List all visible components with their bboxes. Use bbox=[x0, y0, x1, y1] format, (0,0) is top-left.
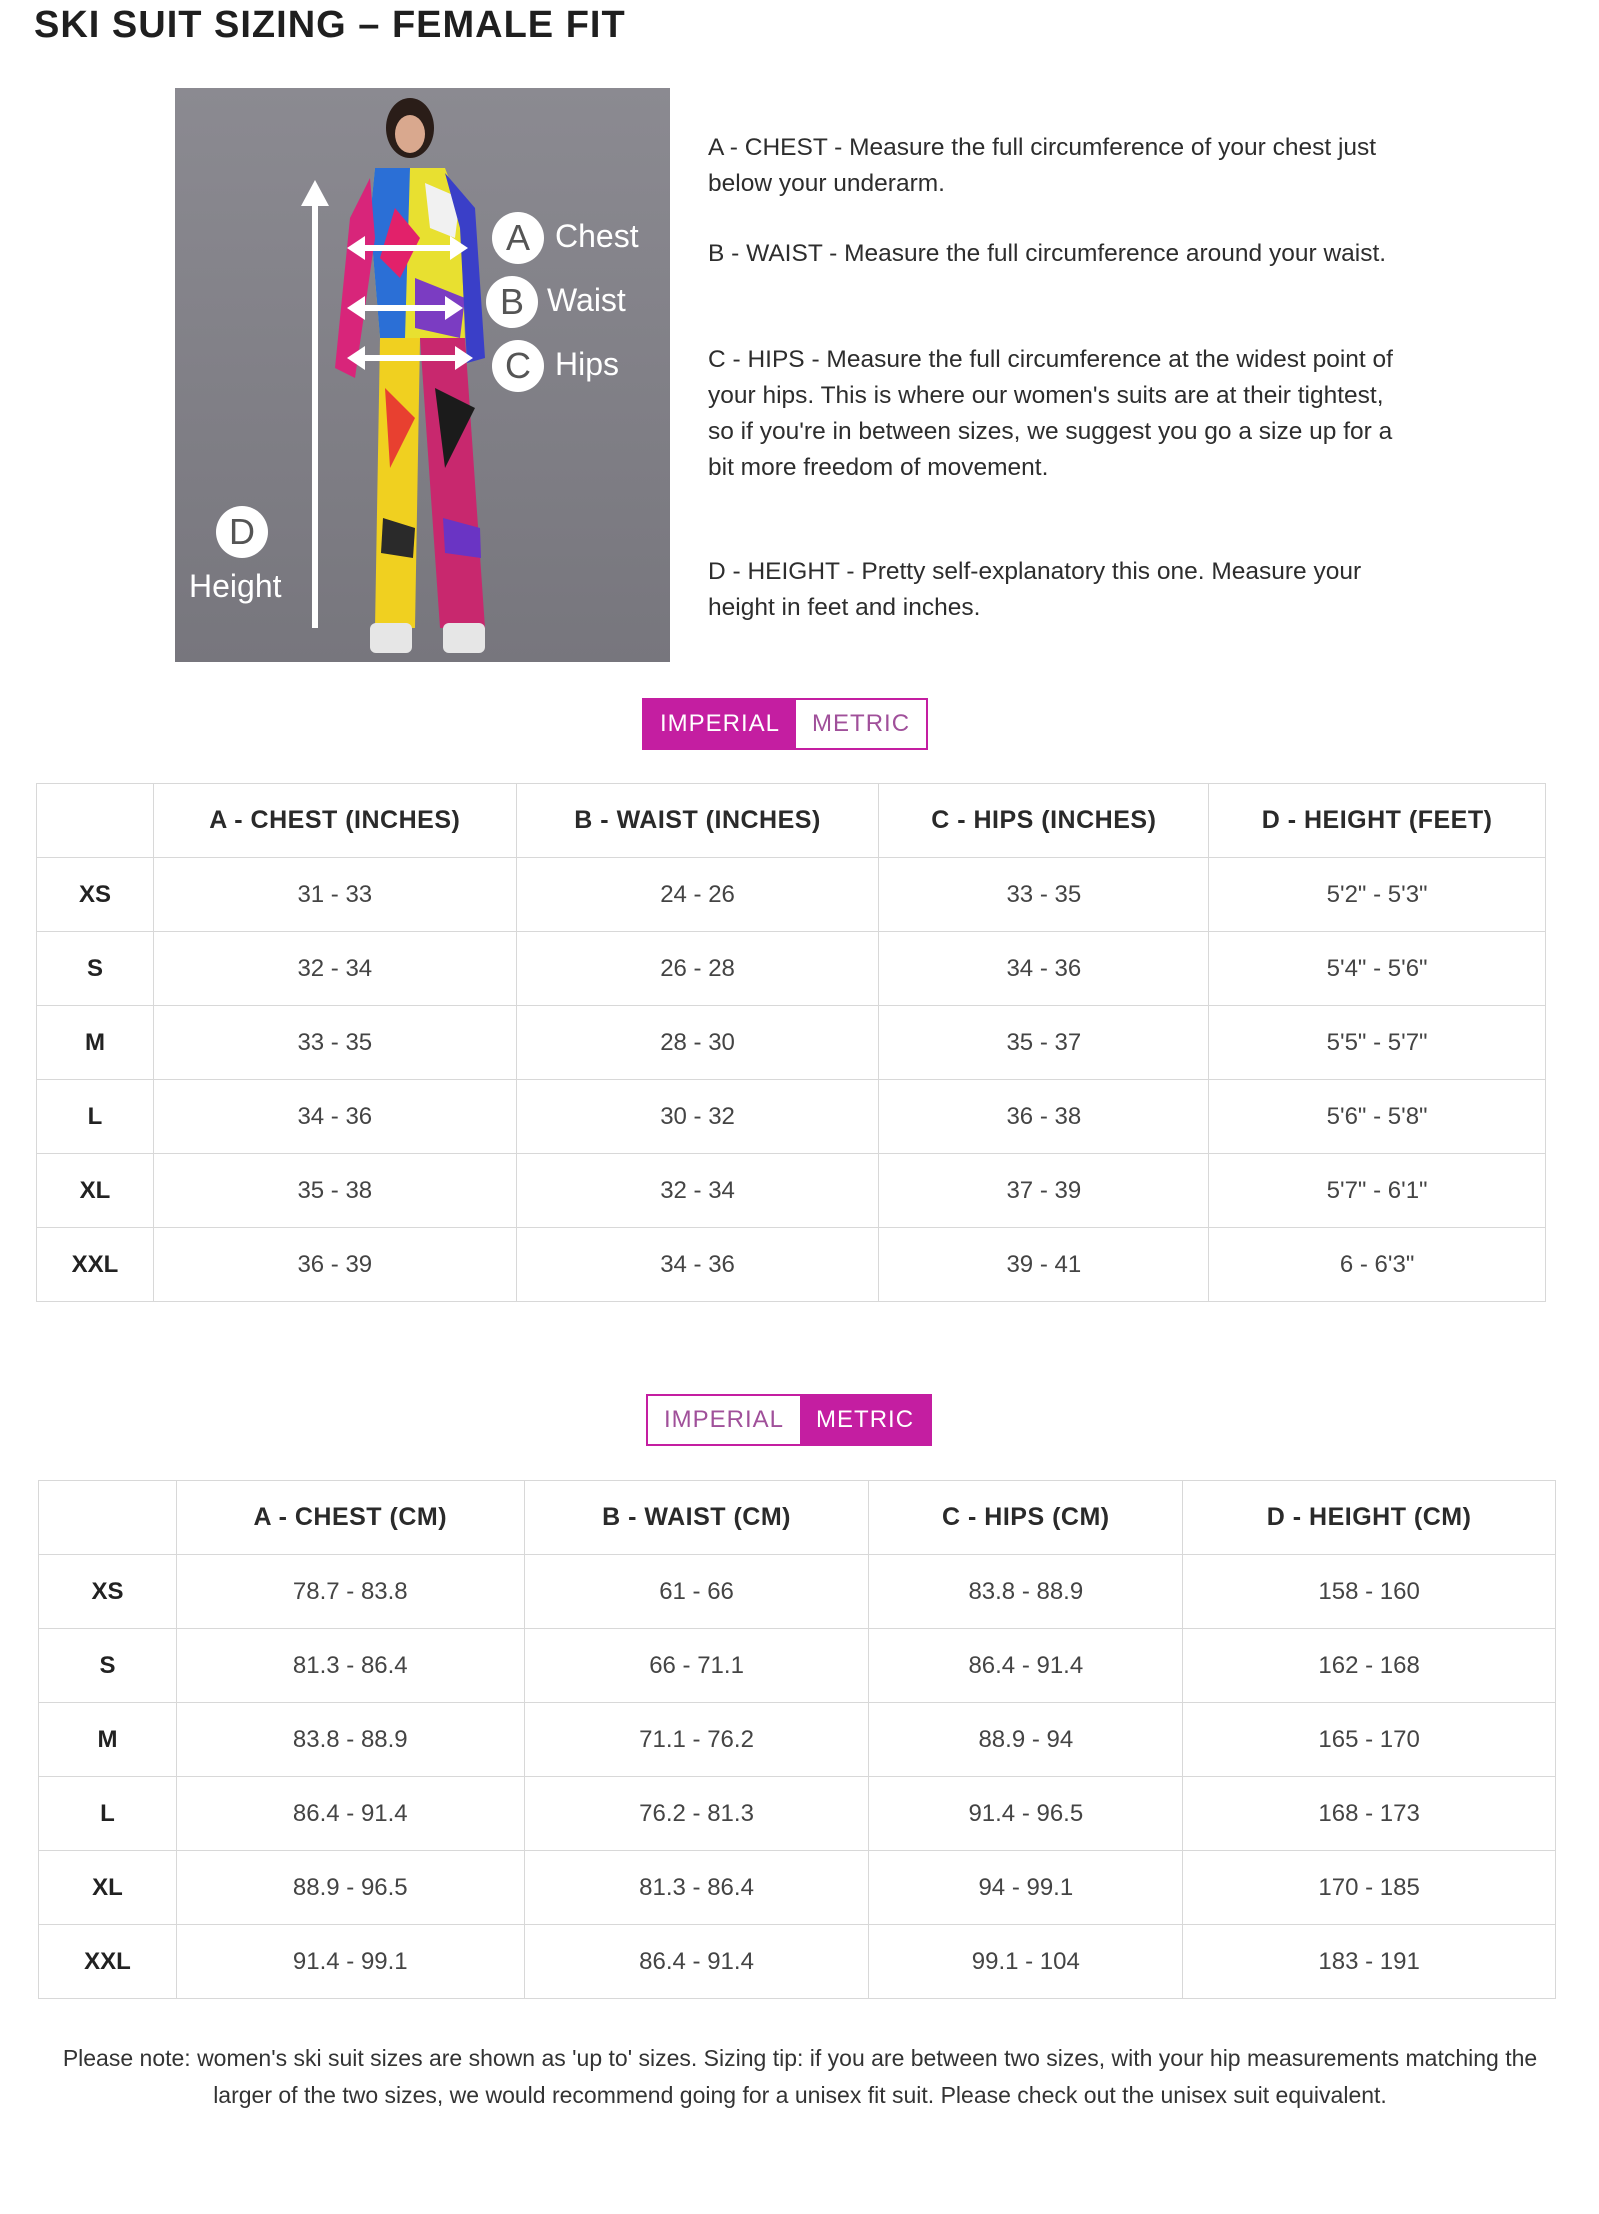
height-cell: 162 - 168 bbox=[1183, 1629, 1556, 1703]
height-description-text: - Pretty self-explanatory this one. Measure your height in feet and inches. bbox=[708, 558, 1362, 621]
height-cell: 165 - 170 bbox=[1183, 1703, 1556, 1777]
hips-cell: 88.9 - 94 bbox=[869, 1703, 1183, 1777]
waist-cell: 61 - 66 bbox=[524, 1555, 869, 1629]
size-cell: M bbox=[37, 1006, 154, 1080]
size-header bbox=[39, 1481, 177, 1555]
waist-header: B - WAIST (CM) bbox=[524, 1481, 869, 1555]
table-row bbox=[39, 1703, 1556, 1777]
waist-cell: 66 - 71.1 bbox=[524, 1629, 869, 1703]
hips-cell: 37 - 39 bbox=[879, 1154, 1209, 1228]
height-cell: 183 - 191 bbox=[1183, 1925, 1556, 1999]
waist-label: Waist bbox=[547, 282, 626, 318]
size-cell: L bbox=[37, 1080, 154, 1154]
height-cell: 168 - 173 bbox=[1183, 1777, 1556, 1851]
hips-cell: 99.1 - 104 bbox=[869, 1925, 1183, 1999]
waist-cell: 30 - 32 bbox=[516, 1080, 879, 1154]
measurement-figure bbox=[175, 88, 670, 662]
chest-header: A - CHEST (INCHES) bbox=[153, 784, 516, 858]
size-cell: XS bbox=[39, 1555, 177, 1629]
table-header-row bbox=[39, 1481, 1556, 1555]
height-cell: 170 - 185 bbox=[1183, 1851, 1556, 1925]
metric-tab[interactable]: METRIC bbox=[796, 700, 926, 748]
waist-cell: 71.1 - 76.2 bbox=[524, 1703, 869, 1777]
hips-cell: 86.4 - 91.4 bbox=[869, 1629, 1183, 1703]
waist-cell: 26 - 28 bbox=[516, 932, 879, 1006]
chest-cell: 88.9 - 96.5 bbox=[176, 1851, 524, 1925]
hips-header: C - HIPS (INCHES) bbox=[879, 784, 1209, 858]
page-title: SKI SUIT SIZING – FEMALE FIT bbox=[34, 4, 626, 46]
chest-cell: 32 - 34 bbox=[153, 932, 516, 1006]
waist-cell: 34 - 36 bbox=[516, 1228, 879, 1302]
table-row bbox=[37, 1154, 1546, 1228]
waist-cell: 24 - 26 bbox=[516, 858, 879, 932]
height-cell: 5'4" - 5'6" bbox=[1209, 932, 1546, 1006]
sizing-note: Please note: women's ski suit sizes are shown as 'up to' sizes. Sizing tip: if you are between two sizes, with your hip measurements matching the larger of the two sizes, we would recommend going for a unisex fit suit. Please check out the unisex suit equivalent. bbox=[62, 2045, 1538, 2108]
hips-header: C - HIPS (CM) bbox=[869, 1481, 1183, 1555]
waist-cell: 86.4 - 91.4 bbox=[524, 1925, 869, 1999]
hips-cell: 94 - 99.1 bbox=[869, 1851, 1183, 1925]
hips-cell: 33 - 35 bbox=[879, 858, 1209, 932]
chest-description bbox=[708, 130, 1398, 202]
table-row bbox=[37, 1080, 1546, 1154]
chest-label: Chest bbox=[555, 218, 639, 254]
size-cell: L bbox=[39, 1777, 177, 1851]
table-row bbox=[37, 932, 1546, 1006]
table-row bbox=[39, 1851, 1556, 1925]
imperial-size-table bbox=[36, 783, 1546, 1302]
table-header-row bbox=[37, 784, 1546, 858]
chest-cell: 83.8 - 88.9 bbox=[176, 1703, 524, 1777]
waist-cell: 76.2 - 81.3 bbox=[524, 1777, 869, 1851]
chest-description-label: A - CHEST bbox=[708, 134, 828, 161]
hips-description-text: - Measure the full circumference at the widest point of your hips. This is where our women's suits are at their tightest, so if you're in between sizes, we suggest you go a size up for a bit more freedom of movement. bbox=[708, 346, 1393, 481]
table-row bbox=[39, 1925, 1556, 1999]
size-cell: XL bbox=[37, 1154, 154, 1228]
height-label: Height bbox=[189, 568, 282, 604]
chest-cell: 34 - 36 bbox=[153, 1080, 516, 1154]
chest-cell: 35 - 38 bbox=[153, 1154, 516, 1228]
imperial-tab[interactable]: IMPERIAL bbox=[644, 700, 796, 748]
hips-description-label: C - HIPS bbox=[708, 346, 805, 373]
table-row bbox=[39, 1777, 1556, 1851]
height-cell: 158 - 160 bbox=[1183, 1555, 1556, 1629]
height-description-label: D - HEIGHT bbox=[708, 558, 840, 585]
chest-description-text: - Measure the full circumference of your chest just below your underarm. bbox=[708, 134, 1377, 197]
size-cell: XL bbox=[39, 1851, 177, 1925]
table-row bbox=[37, 1228, 1546, 1302]
chest-cell: 31 - 33 bbox=[153, 858, 516, 932]
waist-description bbox=[708, 236, 1398, 272]
waist-description-text: - Measure the full circumference around your waist. bbox=[822, 240, 1387, 267]
hips-cell: 36 - 38 bbox=[879, 1080, 1209, 1154]
height-cell: 5'7" - 6'1" bbox=[1209, 1154, 1546, 1228]
size-cell: S bbox=[37, 932, 154, 1006]
height-cell: 5'6" - 5'8" bbox=[1209, 1080, 1546, 1154]
table-row bbox=[37, 858, 1546, 932]
chest-cell: 91.4 - 99.1 bbox=[176, 1925, 524, 1999]
hips-label: Hips bbox=[555, 346, 620, 382]
waist-cell: 81.3 - 86.4 bbox=[524, 1851, 869, 1925]
hips-cell: 39 - 41 bbox=[879, 1228, 1209, 1302]
height-marker: D bbox=[216, 506, 268, 558]
hips-cell: 35 - 37 bbox=[879, 1006, 1209, 1080]
imperial-tab[interactable]: IMPERIAL bbox=[648, 1396, 800, 1444]
hips-marker: C bbox=[492, 340, 544, 392]
chest-cell: 78.7 - 83.8 bbox=[176, 1555, 524, 1629]
size-cell: XXL bbox=[37, 1228, 154, 1302]
hips-description bbox=[708, 342, 1398, 486]
height-header: D - HEIGHT (FEET) bbox=[1209, 784, 1546, 858]
waist-description-label: B - WAIST bbox=[708, 240, 823, 267]
height-cell: 6 - 6'3" bbox=[1209, 1228, 1546, 1302]
size-cell: XXL bbox=[39, 1925, 177, 1999]
unit-toggle-imperial-table bbox=[642, 698, 928, 750]
waist-cell: 28 - 30 bbox=[516, 1006, 879, 1080]
waist-header: B - WAIST (INCHES) bbox=[516, 784, 879, 858]
metric-tab[interactable]: METRIC bbox=[800, 1396, 930, 1444]
height-header: D - HEIGHT (CM) bbox=[1183, 1481, 1556, 1555]
hips-cell: 91.4 - 96.5 bbox=[869, 1777, 1183, 1851]
table-row bbox=[39, 1555, 1556, 1629]
height-description bbox=[708, 554, 1398, 626]
hips-cell: 34 - 36 bbox=[879, 932, 1209, 1006]
height-cell: 5'2" - 5'3" bbox=[1209, 858, 1546, 932]
chest-cell: 36 - 39 bbox=[153, 1228, 516, 1302]
chest-header: A - CHEST (CM) bbox=[176, 1481, 524, 1555]
height-cell: 5'5" - 5'7" bbox=[1209, 1006, 1546, 1080]
waist-cell: 32 - 34 bbox=[516, 1154, 879, 1228]
size-cell: S bbox=[39, 1629, 177, 1703]
size-header bbox=[37, 784, 154, 858]
chest-cell: 33 - 35 bbox=[153, 1006, 516, 1080]
size-cell: M bbox=[39, 1703, 177, 1777]
chest-cell: 86.4 - 91.4 bbox=[176, 1777, 524, 1851]
table-row bbox=[39, 1629, 1556, 1703]
size-cell: XS bbox=[37, 858, 154, 932]
metric-size-table bbox=[38, 1480, 1556, 1999]
unit-toggle-metric-table bbox=[646, 1394, 932, 1446]
table-row bbox=[37, 1006, 1546, 1080]
chest-marker: A bbox=[492, 212, 544, 264]
chest-cell: 81.3 - 86.4 bbox=[176, 1629, 524, 1703]
waist-marker: B bbox=[486, 276, 538, 328]
hips-cell: 83.8 - 88.9 bbox=[869, 1555, 1183, 1629]
